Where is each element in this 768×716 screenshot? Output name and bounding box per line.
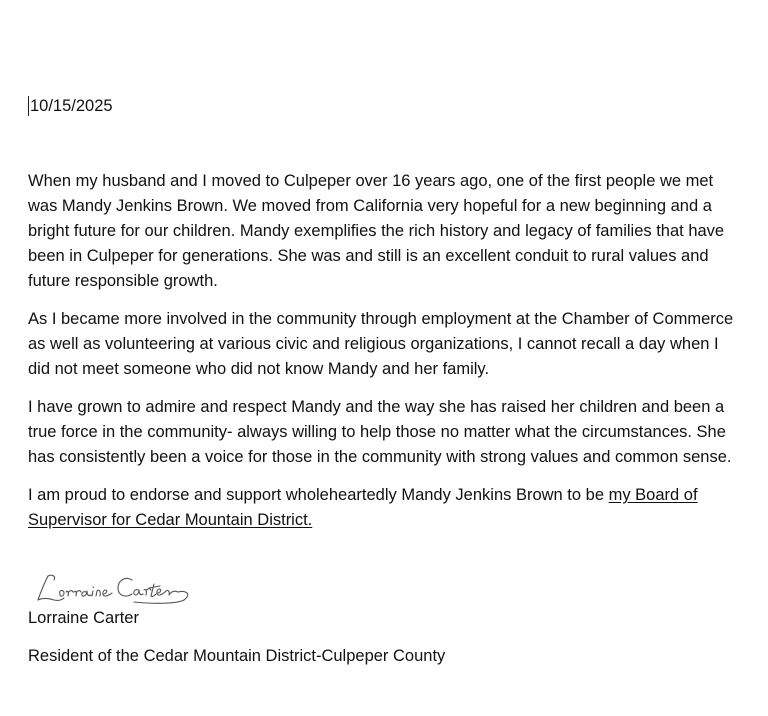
date-text: 10/15/2025 [30, 97, 113, 115]
paragraph-endorsement [28, 483, 740, 533]
letter-body [28, 169, 740, 546]
letter-document [28, 0, 740, 716]
paragraph-1: When my husband and I moved to Culpeper over 16 years ago, one of the first people we met was Mandy Jenkins Brown. We moved from California very hopeful for a new beginning and a bright future for our children. Mandy exemplifies the rich history and legacy of families that have been in Culpeper for generations. She was and still is an excellent conduit to rural values and future responsible growth. [28, 172, 725, 290]
signer-name: Lorraine Carter [28, 609, 139, 627]
signer-title: Resident of the Cedar Mountain District-Culpeper County [28, 647, 446, 665]
endorsement-text: I am proud to endorse and support wholeheartedly Mandy Jenkins Brown to be [28, 486, 609, 504]
paragraph-3: I have grown to admire and respect Mandy and the way she has raised her children and been a true force in the community- always willing to help those no matter what the circumstances. She has consistently been a voice for those in the community with strong values and common sense. [28, 398, 732, 466]
text-cursor [28, 96, 29, 116]
signature-block [28, 570, 194, 630]
paragraph-2: As I became more involved in the community through employment at the Chamber of Commerce as well as volunteering at various civic and religious organizations, I cannot recall a day when I did not meet someone who did not know Mandy and her family. [28, 310, 734, 378]
endorsement-underlined-text: my Board of Supervisor for Cedar Mountain District. [28, 486, 698, 529]
letter-date [28, 94, 113, 118]
handwritten-signature [34, 570, 194, 608]
